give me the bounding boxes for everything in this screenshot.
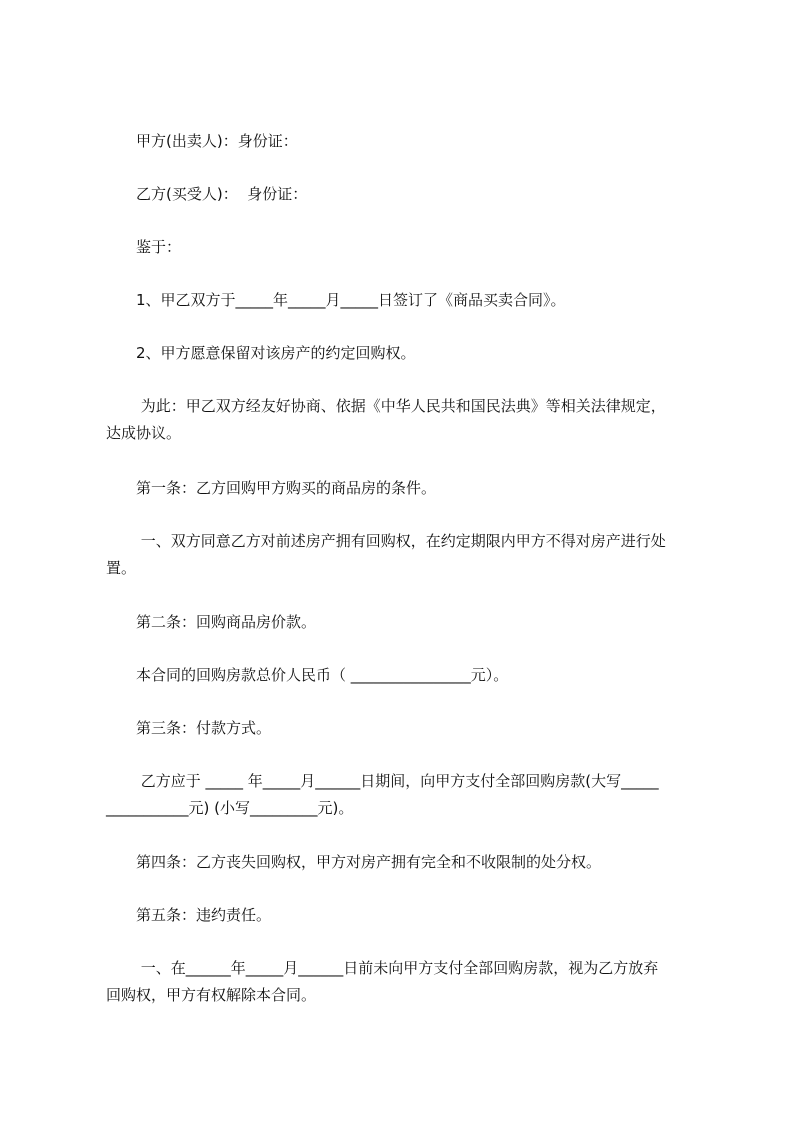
article-1-heading: 第一条：乙方回购甲方购买的商品房的条件。 <box>136 479 437 497</box>
recital-2: 2、甲方愿意保留对该房产的约定回购权。 <box>136 344 416 362</box>
agreement-preamble-line-1: 为此：甲乙双方经友好协商、依据《中华人民共和国民法典》等相关法律规定， <box>136 397 666 415</box>
payment-term-line-2: ___________元) (小写_________元)。 <box>106 799 354 817</box>
repurchase-price-line: 本合同的回购房款总价人民币（ ________________元）。 <box>136 666 509 684</box>
breach-clause-line-1: 一、在______年_____月______日前未向甲方支付全部回购房款，视为乙方放弃 <box>136 959 659 977</box>
article-1-clause-line-1: 一、双方同意乙方对前述房产拥有回购权，在约定期限内甲方不得对房产进行处 <box>136 532 666 550</box>
article-5-heading: 第五条：违约责任。 <box>136 906 272 924</box>
article-4-heading: 第四条：乙方丧失回购权，甲方对房产拥有完全和不收限制的处分权。 <box>136 853 602 871</box>
article-1-clause-line-2: 置。 <box>106 559 137 577</box>
whereas-heading: 鉴于： <box>136 238 182 256</box>
article-2-heading: 第二条：回购商品房价款。 <box>136 613 317 631</box>
breach-clause-line-2: 回购权，甲方有权解除本合同。 <box>106 986 317 1004</box>
party-b-line: 乙方(买受人)： 身份证： <box>136 185 308 203</box>
agreement-preamble-line-2: 达成协议。 <box>106 424 182 442</box>
party-a-line: 甲方(出卖人)：身份证： <box>136 132 298 150</box>
recital-1: 1、甲乙双方于_____年_____月_____日签订了《商品买卖合同》。 <box>136 291 566 309</box>
article-3-heading: 第三条：付款方式。 <box>136 719 272 737</box>
payment-term-line-1: 乙方应于 _____ 年_____月______日期间，向甲方支付全部回购房款(大写_____ <box>136 772 659 790</box>
